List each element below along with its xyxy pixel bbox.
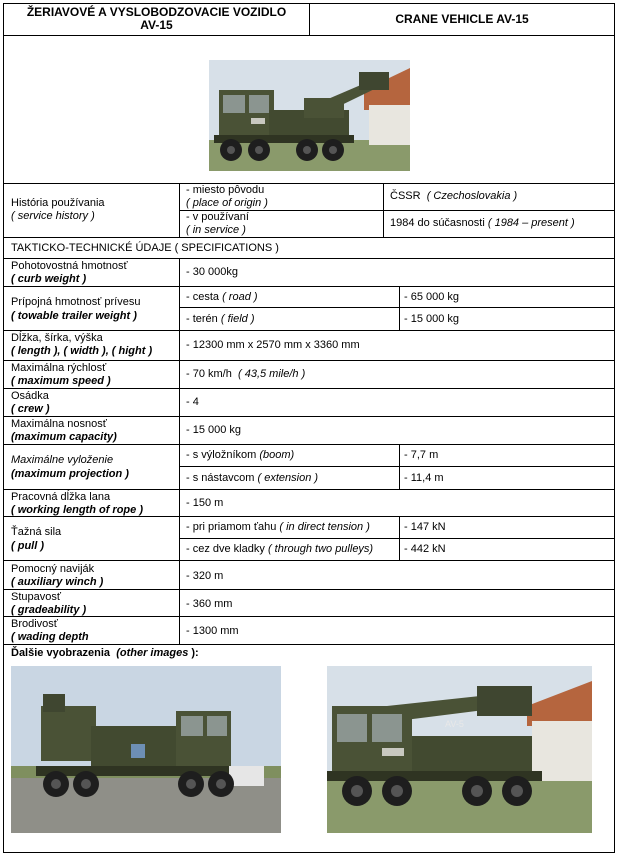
rule <box>4 360 614 361</box>
projection-boom-value: - 7,7 m <box>404 449 439 461</box>
capacity-label: Maximálna nosnosť <box>11 418 107 430</box>
rule <box>4 35 614 36</box>
trailer-road-label: - cesta ( road ) <box>186 291 258 303</box>
rule <box>399 516 400 560</box>
curb-weight-label-en: ( curb weight ) <box>11 273 87 285</box>
rule <box>4 489 614 490</box>
service-label-en: ( in service ) <box>186 224 246 236</box>
rope-value: - 150 m <box>186 497 224 509</box>
origin-value: ČSSR ( Czechoslovakia ) <box>390 190 518 202</box>
title-sk-line1: ŽERIAVOVÉ A VYSLOBODZOVACIE VOZIDLO <box>26 5 287 19</box>
rope-label: Pracovná dĺžka lana <box>11 491 111 503</box>
trailer-field-value: - 15 000 kg <box>404 313 460 325</box>
pull-pulleys-value: - 442 kN <box>404 543 446 555</box>
rule <box>399 444 400 489</box>
trailer-road-value: - 65 000 kg <box>404 291 460 303</box>
trailer-label: Prípojná hmotnosť prívesu <box>11 296 141 308</box>
grade-label: Stupavosť <box>11 591 61 603</box>
curb-weight-value: - 30 000kg <box>186 266 238 278</box>
winch-label: Pomocný naviják <box>11 563 95 575</box>
pull-direct-label: - pri priamom ťahu ( in direct tension ) <box>186 521 370 533</box>
pull-direct-value: - 147 kN <box>404 521 446 533</box>
rule <box>179 307 614 308</box>
rule <box>4 644 614 645</box>
specs-heading: TAKTICKO-TECHNICKÉ ÚDAJE ( SPECIFICATIONS ) <box>11 242 279 254</box>
rule <box>179 538 614 539</box>
rule <box>179 183 180 237</box>
speed-label-en: ( maximum speed ) <box>11 375 111 387</box>
crew-value: - 4 <box>186 396 199 408</box>
speed-value: - 70 km/h ( 43,5 mile/h ) <box>186 368 306 380</box>
crew-label-en: ( crew ) <box>11 403 50 415</box>
rule <box>179 258 180 644</box>
curb-weight-label: Pohotovostná hmotnosť <box>11 260 128 272</box>
speed-label: Maximálna rýchlosť <box>11 362 107 374</box>
history-label-en: ( service history ) <box>11 210 95 222</box>
capacity-value: - 15 000 kg <box>186 424 242 436</box>
projection-boom-label: - s výložníkom (boom) <box>186 449 295 461</box>
wading-value: - 1300 mm <box>186 625 239 637</box>
dimensions-value: - 12300 mm x 2570 mm x 3360 mm <box>186 339 360 351</box>
service-label: - v používaní <box>186 211 249 223</box>
plate-label: AV-5 <box>445 719 464 729</box>
winch-label-en: ( auxiliary winch ) <box>11 576 104 588</box>
trailer-field-label: - terén ( field ) <box>186 313 255 325</box>
grade-value: - 360 mm <box>186 598 233 610</box>
title-sk-line2: AV-15 <box>140 18 173 32</box>
other-images-label: Ďalšie vyobrazenia (other images ): <box>11 647 199 659</box>
rule <box>4 444 614 445</box>
title-en: CRANE VEHICLE AV-15 <box>395 12 529 26</box>
rule <box>179 466 614 467</box>
rule <box>4 616 614 617</box>
rule <box>4 416 614 417</box>
rule <box>4 560 614 561</box>
rule <box>4 330 614 331</box>
rule <box>4 237 614 238</box>
dimensions-label-en: ( length ), ( width ), ( hight ) <box>11 345 153 357</box>
pull-label-en: ( pull ) <box>11 540 44 552</box>
wading-label-en: ( wading depth <box>11 631 89 643</box>
vehicle-photo-left <box>11 666 281 833</box>
rope-label-en: ( working length of rope ) <box>11 504 143 516</box>
spec-sheet <box>3 3 615 853</box>
projection-ext-label: - s nástavcom ( extension ) <box>186 472 319 484</box>
service-value: 1984 do súčasnosti ( 1984 – present ) <box>390 217 575 229</box>
rule <box>4 183 614 184</box>
rule <box>4 589 614 590</box>
crew-label: Osádka <box>11 390 49 402</box>
projection-label-en: (maximum projection ) <box>11 468 129 480</box>
pull-pulleys-label: - cez dve kladky ( through two pulleys) <box>186 543 374 555</box>
wading-label: Brodivosť <box>11 618 58 630</box>
pull-label: Ťažná sila <box>11 526 62 538</box>
grade-label-en: ( gradeability ) <box>11 604 87 616</box>
projection-ext-value: - 11,4 m <box>404 472 444 484</box>
rule <box>4 286 614 287</box>
crane-vehicle-photo <box>209 60 410 171</box>
winch-value: - 320 m <box>186 570 224 582</box>
rule <box>4 258 614 259</box>
rule <box>383 183 384 237</box>
rule <box>399 286 400 330</box>
history-label: História používania <box>11 197 105 209</box>
origin-label: - miesto pôvodu <box>186 184 265 196</box>
vehicle-photo-right <box>327 666 592 833</box>
dimensions-label: Dĺžka, šírka, výška <box>11 332 103 344</box>
trailer-label-en: ( towable trailer weight ) <box>11 310 137 322</box>
capacity-label-en: (maximum capacity) <box>11 431 117 443</box>
projection-label: Maximálne vyloženie <box>11 454 114 466</box>
origin-label-en: ( place of origin ) <box>186 197 268 209</box>
rule <box>4 388 614 389</box>
